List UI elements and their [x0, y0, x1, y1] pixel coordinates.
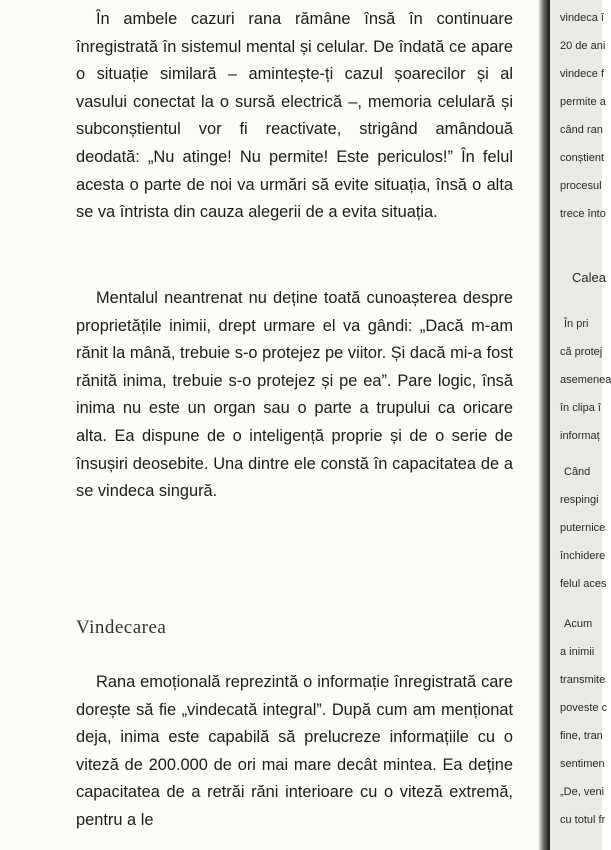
paragraph-2: Mentalul neantrenat nu deține toată cunoașterea despre proprietățile inimii, drept urmare el va gândi: „Dacă m-am rănit la mână, trebuie s-o protejez pe viitor. Și dacă mi-a fost rănită inima, trebuie s-o protejez și pe ea”. Pare logic, însă inima nu este un organ sau o parte a trupului ca oricare alta. Ea dispune de o inteligență proprie și de o serie de însușiri deosebite. Una dintre ele constă în capacitatea de a se vindeca singură.: [76, 289, 513, 501]
next-page-fragment: a inimii: [560, 646, 595, 658]
next-page-fragment: Acum: [564, 618, 593, 630]
next-page-fragment: vindeca î: [560, 12, 605, 24]
next-page-fragment: cu totul fr: [560, 814, 606, 826]
next-page-heading-fragment: Calea: [572, 270, 606, 285]
next-page-fragment: Când: [564, 466, 591, 478]
next-page-fragment: În pri: [564, 318, 589, 330]
next-page-fragment: poveste c: [560, 702, 608, 714]
paragraph-1: În ambele cazuri rana rămâne însă în continuare înregistrată în sistemul mental și celular. De îndată ce apare o situație similară – amintește-ți cazul șoarecilor și al vasului conectat la o sursă electrică –, memoria celulară și subconștientul vor fi reactivate, strigând amândouă deodată: „Nu atinge! Nu permite! Este periculos!” În felul acesta o parte de noi va urmări să evite situația, însă o alta se va întrista din cauza alegerii de a evita situația.: [76, 10, 513, 222]
next-page-fragment: conștient: [560, 152, 605, 164]
next-page-fragment: permite a: [560, 96, 606, 108]
next-page-fragment: transmite: [560, 674, 606, 686]
next-page-fragment: respingi: [560, 494, 599, 506]
section-heading-text: Vindecarea: [76, 617, 167, 638]
next-page-fragment: procesul: [560, 180, 602, 192]
next-page-fragment: că protej: [560, 346, 603, 358]
paragraph-3: Rana emoțională reprezintă o informație înregistrată care dorește să fie „vindecată integral”. După cum am menționat deja, inima este capabilă să prelucreze informațiile cu o viteză de 200.000 de ori mai mare decât mintea. Ea deține capacitatea de a retrăi răni interioare cu o viteză extremă, pentru a le: [76, 673, 513, 829]
next-page-fragment: puternice: [560, 522, 606, 534]
section-heading: [76, 617, 166, 639]
next-page-fragment: fine, tran: [560, 730, 603, 742]
next-page-fragment: asemenea: [560, 374, 611, 386]
next-page-fragment: informaț: [560, 430, 600, 442]
next-page-fragment: trece înto: [560, 208, 606, 220]
next-page-fragment: 20 de ani: [560, 40, 606, 52]
next-page-fragment: în clipa î: [560, 402, 601, 414]
next-page-fragment: sentimen: [560, 758, 605, 770]
next-page-fragment: felul aces: [560, 578, 607, 590]
next-page-fragment: închidere: [560, 550, 606, 562]
next-page-edge: [548, 0, 611, 850]
next-page-fragment: când ran: [560, 124, 603, 136]
next-page-fragment: „De, veni: [560, 786, 605, 798]
next-page-fragment: vindece f: [560, 68, 605, 80]
